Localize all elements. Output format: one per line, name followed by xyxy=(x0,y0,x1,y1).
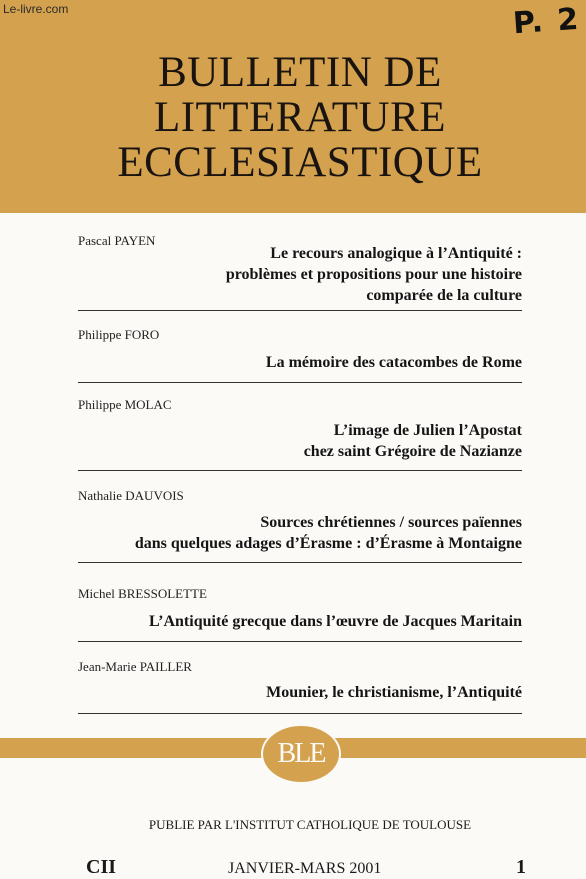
handwritten-note: P. 2 xyxy=(511,1,582,42)
article-title-line: Mounier, le christianisme, l’Antiquité xyxy=(266,684,522,701)
article-title-line: L’image de Julien l’Apostat xyxy=(333,422,522,439)
article-title xyxy=(135,512,522,554)
article-author: Pascal PAYEN xyxy=(78,233,156,248)
article-title-line: chez saint Grégoire de Nazianze xyxy=(303,443,522,460)
article-title-line: Le recours analogique à l’Antiquité : xyxy=(270,245,522,262)
article-title xyxy=(226,243,522,306)
article-title-line: comparée de la culture xyxy=(366,287,522,304)
article-author: Nathalie DAUVOIS xyxy=(78,488,184,503)
ble-logo xyxy=(261,724,341,784)
watermark: Le-livre.com xyxy=(3,2,69,16)
article-divider xyxy=(78,382,522,383)
article-divider xyxy=(78,641,522,642)
article-divider xyxy=(78,310,522,311)
article-author: Jean-Marie PAILLER xyxy=(78,659,192,674)
issue-date: JANVIER-MARS 2001 xyxy=(228,860,382,877)
article-title xyxy=(266,352,522,373)
publisher-line: PUBLIE PAR L'INSTITUT CATHOLIQUE DE TOULOUSE xyxy=(148,817,472,832)
article-title-line: Sources chrétiennes / sources païennes xyxy=(260,514,522,531)
article-divider xyxy=(78,713,522,714)
logo-text: BLE xyxy=(277,738,325,769)
article-title-line: problèmes et propositions pour une histoire xyxy=(225,266,522,283)
article-divider xyxy=(78,562,522,563)
article-divider xyxy=(78,470,522,471)
article-title-line: dans quelques adages d’Érasme : d’Érasme à Montaigne xyxy=(134,535,522,552)
article-author: Philippe MOLAC xyxy=(78,397,172,412)
article-title-line: L’Antiquité grecque dans l’œuvre de Jacques Maritain xyxy=(148,613,522,630)
journal-title-line-2: LITTERATURE xyxy=(153,94,447,141)
article-title xyxy=(149,611,522,632)
volume-number: CII xyxy=(86,856,117,878)
article-author: Michel BRESSOLETTE xyxy=(78,586,207,601)
article-title xyxy=(304,420,522,462)
issue-number: 1 xyxy=(516,856,526,878)
journal-title xyxy=(0,50,586,185)
journal-title-line-1: BULLETIN DE xyxy=(158,49,442,96)
article-title-line: La mémoire des catacombes de Rome xyxy=(265,354,522,371)
journal-title-line-3: ECCLESIASTIQUE xyxy=(117,139,483,186)
article-title xyxy=(266,682,522,703)
article-author: Philippe FORO xyxy=(78,327,160,342)
